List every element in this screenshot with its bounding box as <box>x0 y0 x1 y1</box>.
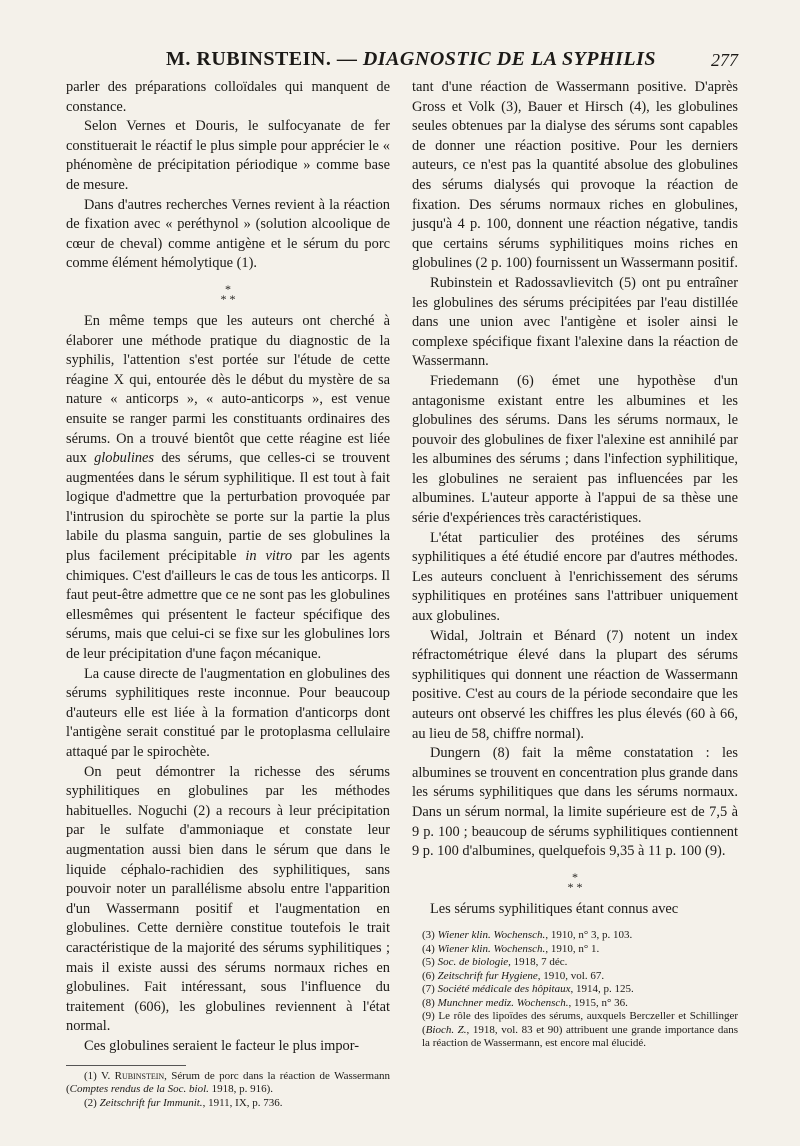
italic-term: in vitro <box>245 548 293 565</box>
footnote-list <box>412 929 738 1051</box>
footnote <box>412 1010 738 1051</box>
paragraph: Rubinstein et Radossavlievitch (5) ont pu entraîner les globulines des sérums précipitées par l'eau distillée dans une union avec l'antigène et isoler ainsi le complexe spécifique fixant l'alexine dans la réaction de Wassermann. <box>412 274 738 370</box>
paragraph: Widal, Joltrain et Bénard (7) notent un index réfractométrique élevé dans la plupart des sérums syphilitiques qui donnent une réaction de Wassermann positive. C'est au cours de la période secondaire que les auteurs ont observé les chiffres les plus élevés (60 à 66, au lieu de 58, chiffre normal). <box>412 627 738 742</box>
paragraph: L'état particulier des protéines des sérums syphilitiques a été étudié encore par d'autres méthodes. Les auteurs concluent à l'enrichissement des sérums syphilitiques en protéines sans l'attribuer uniquement aux globulines. <box>412 529 738 625</box>
journal-title: Wiener klin. Wochensch. <box>437 929 546 942</box>
journal-title: Comptes rendus de la Soc. biol. <box>69 1083 209 1095</box>
journal-title: Zeitschrift fur Hygiene <box>437 969 538 982</box>
paragraph: Les sérums syphilitiques étant connus avec <box>430 900 679 917</box>
journal-title: Société médicale des hôpitaux <box>437 983 571 996</box>
footnote <box>412 997 738 1011</box>
paragraph: Selon Vernes et Douris, le sulfocyanate de fer constituerait le réactif le plus simple pour apprécier le « phénomène de précipitation périodique » comme base de mesure. <box>66 118 390 193</box>
footnote <box>412 970 738 984</box>
text-run: (1) V. <box>84 1069 115 1082</box>
text-run: , 1914, p. 125. <box>570 983 634 996</box>
text-run: (7) <box>422 983 438 996</box>
text-run: , 1918, 7 déc. <box>508 956 568 969</box>
text-run: En même temps que les auteurs ont cherché à élaborer une méthode pratique du diagnostic de la syphilis, l'attention s'est portée sur l'étude de cette réagine X qui, entourée dès le début du mystère de sa nature « anticorps », « auto-anticorps », est venue ensuite se ranger parmi les constituants ordinaires des sérums. On a trouvé bientôt que cette réagine est liée aux <box>66 312 390 467</box>
italic-term: globulines <box>94 450 155 467</box>
text-run: , 1910, vol. 67. <box>537 969 605 982</box>
text-run: 1918, p. 916). <box>208 1083 274 1095</box>
journal-title: Wiener klin. Wochensch. <box>437 942 546 955</box>
running-title <box>166 48 656 71</box>
article-title: DIAGNOSTIC DE LA SYPHILIS <box>362 48 656 70</box>
text-run: (5) <box>422 956 438 969</box>
header-dash: — <box>331 48 363 70</box>
paragraph: tant d'une réaction de Wassermann positive. D'après Gross et Volk (3), Bauer et Hirsch (4), les globulines seules obtenues par la dialyse des sérums sont capables de donner une réaction positive. Pour les derniers auteurs, ce n'est pas la quantité absolue des globulines des sérums dialysés qui provoque la réaction de fixation. Des sérums normaux riches en globulines, jusqu'à 4 p. 100, donnent une réaction négative, tandis que certains sérums syphilitiques moins riches en globulines (2 p. 100) fournissent un Wassermann positif. <box>412 79 738 272</box>
asterism-top: * <box>225 281 231 296</box>
text-run: (4) <box>422 942 438 955</box>
section-asterism <box>66 281 390 306</box>
footnote <box>412 929 738 943</box>
text-run: , 1918, vol. 83 et 90) attribuent une grande importance dans la réaction de Wassermann, est encore mal élucidé. <box>422 1023 738 1050</box>
page-number: 277 <box>711 50 738 70</box>
text-run: , Sérum de porc dans la réaction de Wassermann ( <box>66 1069 390 1095</box>
paragraph: parler des préparations colloïdales qui manquent de constance. <box>66 79 390 115</box>
text-run: (2) <box>84 1096 100 1109</box>
paragraph: Dans d'autres recherches Vernes revient à la réaction de fixation avec « peréthynol » (solution alcoolique de cœur de cheval) comme antigène et le sérum du porc comme élément hémolytique (1). <box>66 196 390 272</box>
running-header <box>66 48 738 74</box>
journal-title: Munchner mediz. Wochensch. <box>437 996 569 1009</box>
left-column <box>66 78 390 1110</box>
text-run: , 1910, n° 1. <box>545 942 600 955</box>
section-asterism <box>412 869 738 894</box>
asterism-bottom: * * <box>567 879 583 894</box>
paragraph: Dungern (8) fait la même constatation : les albumines se trouvent en concentration plus grande dans les sérums syphilitiques que dans les sérums normaux. Dans un sérum normal, la limite supérieure est de 7,5 à 9 p. 100 ; beaucoup de sérums syphilitiques contiennent 9 p. 100 d'albumines, quelquefois 9,35 à 11 p. 100 (9). <box>412 745 738 860</box>
text-run: (9) Le rôle des lipoïdes des sérums, auxquels Berczeller et Schillinger ( <box>422 1010 738 1036</box>
text-run: (3) <box>422 929 438 942</box>
paragraph: Friedemann (6) émet une hypothèse d'un antagonisme existant entre les albumines et les globulines des sérums. Dans les sérums normaux, le pouvoir des globulines de fixer l'alexine est annihilé par les albumines des sérums ; dans l'infection syphilitique, les globulines ne seraient pas influencées par les albumines. L'auteur apporte à l'appui de sa thèse une série d'expériences très caractéristiques. <box>412 372 738 527</box>
journal-title: Bioch. Z. <box>425 1023 467 1036</box>
footnote <box>66 1097 390 1111</box>
footnote <box>412 956 738 970</box>
author-name: M. RUBINSTEIN. <box>166 48 332 70</box>
asterism-bottom: * * <box>220 291 236 306</box>
text-run: , 1911, IX, p. 736. <box>202 1096 283 1109</box>
journal-title: Soc. de biologie <box>437 956 509 969</box>
footnote-rule <box>66 1065 186 1066</box>
journal-title: Zeitschrift fur Immunit. <box>99 1096 203 1109</box>
footnote <box>412 983 738 997</box>
text-run: par les agents chimiques. C'est d'ailleurs le cas de tous les anticorps. Il faut peut-être admettre que ce ne sont pas les globulines ellesmêmes qui présentent le facteur spécifique des sérums, mais que celui-ci se fixe sur les globulines lors de leur précipitation d'une façon mécanique. <box>66 548 391 663</box>
text-run: , 1910, n° 3, p. 103. <box>545 929 633 942</box>
asterism-top: * <box>572 869 578 884</box>
footnote <box>412 943 738 957</box>
paragraph: On peut démontrer la richesse des sérums syphilitiques en globulines par les méthodes habituelles. Noguchi (2) a recours à leur précipitation par le sulfate d'ammoniaque et constate leur augmentation aussi bien dans le sérum que dans le liquide céphalo-rachidien des syphilitiques, sans pouvoir noter un parallélisme absolu entre l'apparition d'un Wassermann positif et l'augmentation en globulines. Cette dernière constitue toutefois le trait caractéristique de la majorité des sérums syphilitiques ; mais il existe aussi des sérums normaux riches en globulines. Fait intéressant, sous l'influence du traitement (606), les globulines reviennent à l'état normal. <box>66 763 390 1035</box>
paragraph <box>66 312 390 665</box>
text-run: des sérums, que celles-ci se trouvent augmentées dans le sérum syphilitique. Il est tout à fait logique d'admettre que la perturbation provoquée par l'intrusion du spirochète se porte sur la partie la plus labile du plasma sanguin, partie de ses globulines la plus facilement précipitable <box>66 450 390 565</box>
author-smallcaps: Rubinstein <box>114 1069 165 1082</box>
text-run: (6) <box>422 969 438 982</box>
text-run: (8) <box>422 996 438 1009</box>
text-run: , 1915, n° 36. <box>568 996 628 1009</box>
paragraph: La cause directe de l'augmentation en globulines des sérums syphilitiques reste inconnue. Pour beaucoup d'auteurs elle est liée à la formation d'anticorps dont l'antigène serait constitué par le protoplasma cellulaire attaqué par le spirochète. <box>66 665 390 760</box>
right-column <box>412 78 738 1051</box>
paragraph: Ces globulines seraient le facteur le plus impor- <box>84 1037 360 1054</box>
footnote <box>66 1070 390 1097</box>
